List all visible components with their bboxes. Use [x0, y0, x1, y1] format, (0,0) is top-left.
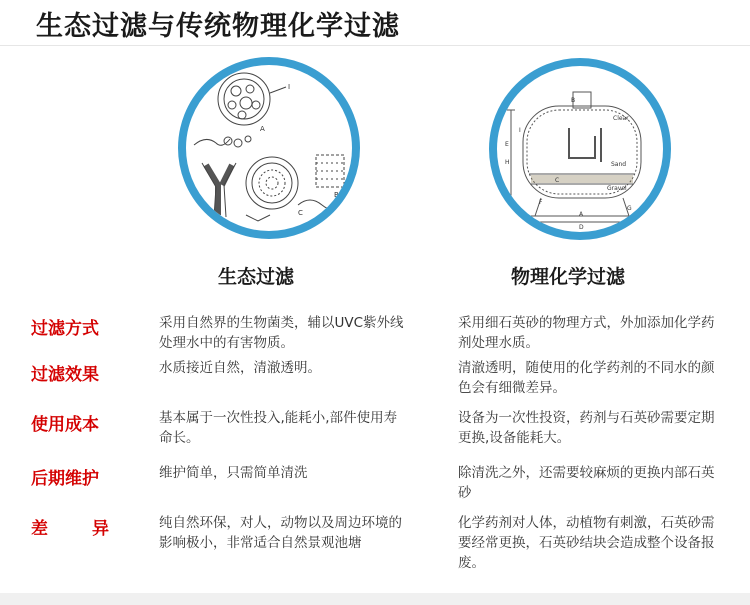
eco-filter-method: 采用自然界的生物菌类，辅以UVC紫外线处理水中的有害物质。	[159, 315, 404, 351]
svg-text:A: A	[579, 211, 584, 218]
bio-filter-illustration-icon	[186, 65, 352, 231]
page-title: 生态过滤与传统物理化学过滤	[36, 11, 400, 42]
physical-filter-image	[489, 58, 671, 240]
svg-text:D: D	[208, 219, 214, 227]
eco-filter-image	[178, 57, 360, 239]
row-label-filter-effect: 过滤效果	[31, 365, 99, 385]
svg-text:Sand: Sand	[611, 161, 627, 168]
phys-difference: 化学药剂对人体，动植物有刺激，石英砂需要经常更换，石英砂结块会造成整个设备报废。	[458, 515, 715, 571]
svg-text:D: D	[579, 224, 584, 231]
svg-text:A: A	[260, 125, 265, 133]
svg-text:E: E	[505, 141, 509, 148]
phys-maintenance: 除清洗之外，还需要较麻烦的更换内部石英砂	[458, 465, 715, 501]
eco-column-heading: 生态过滤	[218, 266, 295, 288]
svg-text:C: C	[555, 177, 560, 184]
phys-filter-method: 采用细石英砂的物理方式，外加添加化学药剂处理水质。	[458, 315, 715, 351]
eco-difference: 纯自然环保，对人，动物以及周边环境的影响极小，非常适合自然景观池塘	[159, 515, 402, 551]
row-label-maintenance: 后期维护	[31, 469, 99, 489]
svg-text:I: I	[519, 127, 521, 134]
svg-text:F: F	[539, 199, 543, 206]
eco-filter-effect: 水质接近自然，清澈透明。	[159, 360, 321, 376]
row-label-filter-method: 过滤方式	[31, 319, 99, 339]
row-label-difference	[31, 514, 109, 539]
svg-text:B: B	[334, 191, 339, 199]
row-label-difference-char-2: 异	[92, 519, 109, 539]
row-label-difference-char-1: 差	[31, 519, 48, 539]
bottom-bar	[0, 593, 750, 605]
phys-filter-effect: 清澈透明，随使用的化学药剂的不同水的颜色会有细微差异。	[458, 360, 715, 396]
eco-cost: 基本属于一次性投入,能耗小,部件使用寿命长。	[159, 410, 398, 446]
title-divider	[0, 45, 750, 46]
row-label-cost: 使用成本	[31, 415, 99, 435]
svg-text:Gravel: Gravel	[607, 185, 627, 192]
svg-text:G: G	[627, 205, 632, 212]
svg-text:C: C	[298, 209, 303, 217]
eco-maintenance: 维护简单，只需简单清洗	[159, 465, 308, 481]
sand-filter-tank-illustration-icon	[497, 66, 663, 232]
svg-text:H: H	[505, 159, 510, 166]
phys-column-heading: 物理化学过滤	[511, 266, 626, 288]
svg-text:B: B	[571, 97, 576, 104]
svg-text:Clear: Clear	[613, 115, 629, 122]
svg-text:I: I	[288, 83, 291, 91]
phys-cost: 设备为一次性投资，药剂与石英砂需要定期更换,设备能耗大。	[458, 410, 715, 446]
